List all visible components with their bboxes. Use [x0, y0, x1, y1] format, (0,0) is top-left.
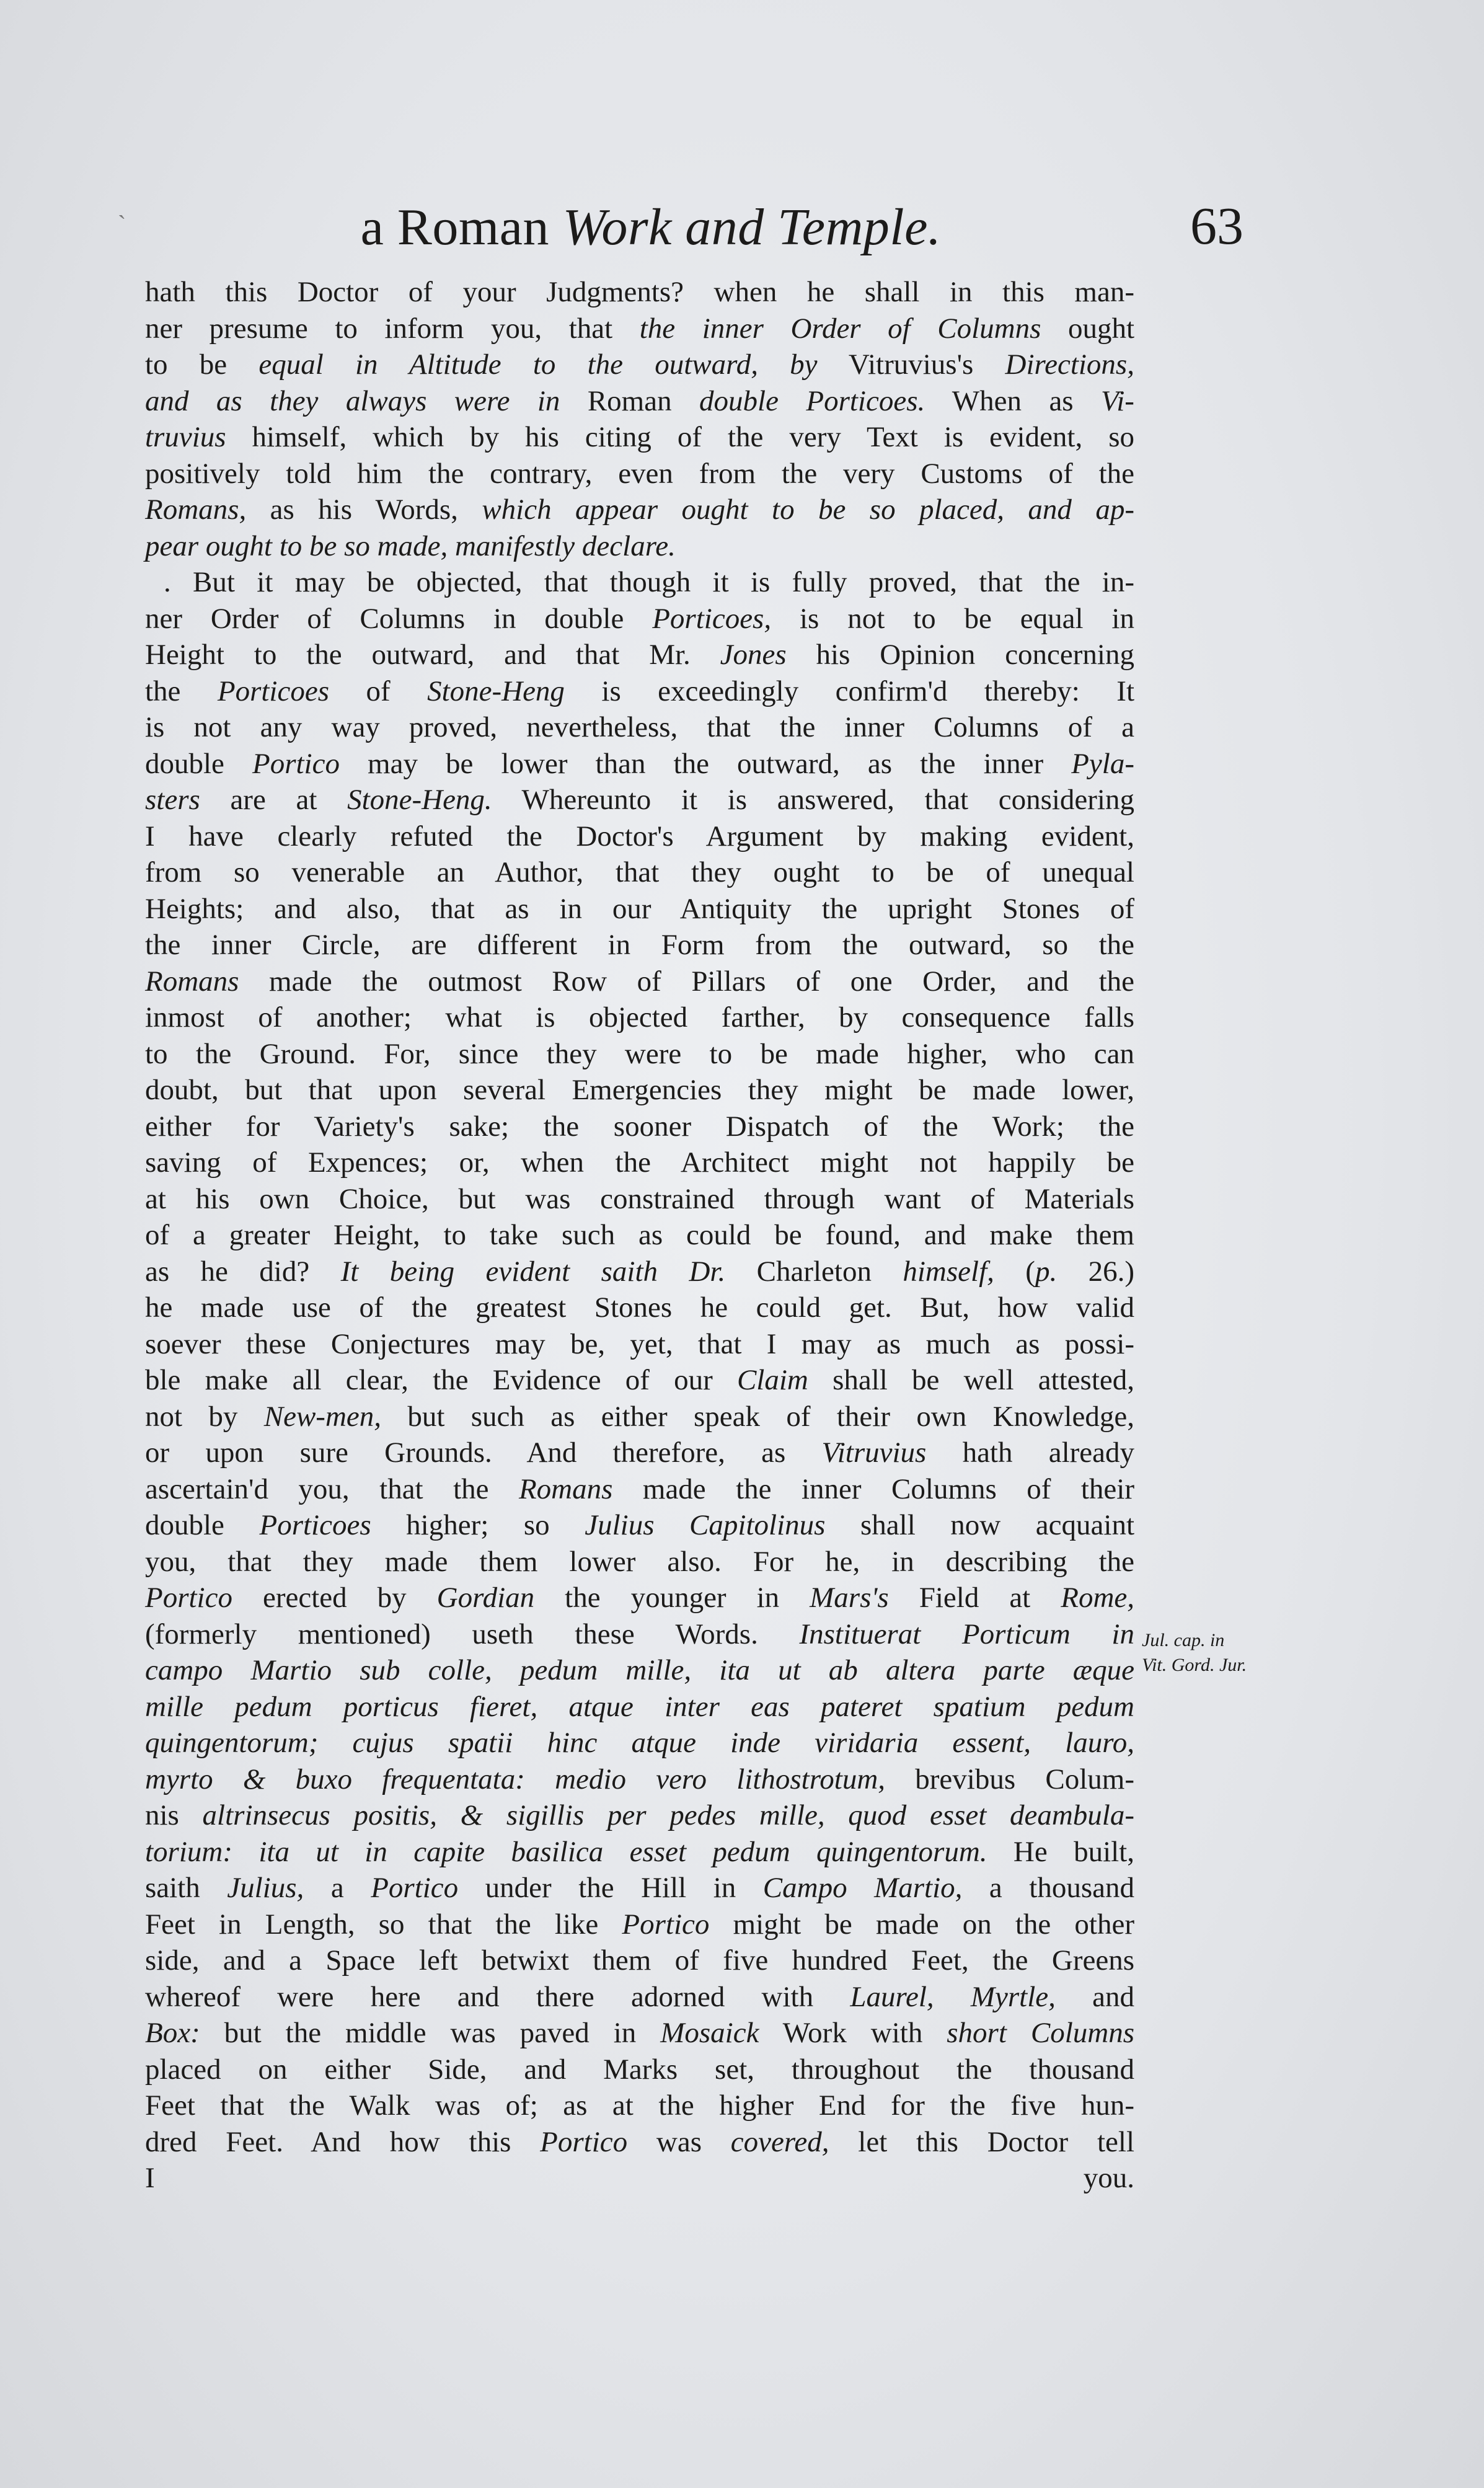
italic-run: It being evident saith Dr.: [340, 1255, 726, 1288]
text-line: Portico erected by Gordian the younger in Mars's Field at Rome,: [145, 1582, 1134, 1614]
text-line: Feet in Length, so that the like Portico might be made on the other: [145, 1908, 1134, 1941]
text-line: he made use of the greatest Stones he could get. But, how valid: [145, 1291, 1134, 1324]
italic-run: quingentorum; cujus spatii hinc atque inde viridaria essent, lauro,: [145, 1727, 1134, 1759]
signature-mark: I: [145, 2162, 155, 2194]
italic-run: Romans: [518, 1472, 613, 1505]
text-line: ascertain'd you, that the Romans made the inner Columns of their: [145, 1472, 1134, 1505]
text-line: positively told him the contrary, even from the very Customs of the: [145, 457, 1134, 490]
italic-run: Mars's: [810, 1582, 889, 1614]
italic-run: Gordian: [436, 1582, 535, 1614]
italic-run: Portico: [540, 2125, 628, 2158]
italic-run: Julius,: [227, 1872, 304, 1904]
italic-run: Porticoes: [217, 675, 330, 707]
text-line: saith Julius, a Portico under the Hill in Campo Martio, a thousand: [145, 1872, 1134, 1904]
italic-run: torium: ita ut in capite basilica esset pedum quingentorum.: [145, 1835, 987, 1868]
text-line: placed on either Side, and Marks set, throughout the thousand: [145, 2053, 1134, 2086]
text-line: Feet that the Walk was of; as at the higher End for the five hun-: [145, 2089, 1134, 2122]
text-line: saving of Expences; or, when the Architect might not happily be: [145, 1146, 1134, 1179]
text-line: side, and a Space left betwixt them of five hundred Feet, the Greens: [145, 1944, 1134, 1977]
text-line: torium: ita ut in capite basilica esset pedum quingentorum. He built,: [145, 1835, 1134, 1868]
text-line: double Porticoes higher; so Julius Capitolinus shall now acquaint: [145, 1509, 1134, 1541]
italic-run: covered,: [730, 2125, 829, 2158]
italic-run: the inner Order of Columns: [639, 312, 1041, 345]
italic-run: Porticoes: [259, 1509, 371, 1541]
italic-run: himself,: [903, 1255, 994, 1288]
marginal-note-line: Jul. cap. in: [1142, 1630, 1225, 1650]
text-line: at his own Choice, but was constrained through want of Materials: [145, 1182, 1134, 1215]
italic-run: double Porticoes.: [699, 384, 925, 417]
italic-run: Instituerat Porticum in: [799, 1618, 1134, 1650]
marginal-note-line: Vit. Gord. Jur.: [1142, 1655, 1247, 1675]
italic-run: New-men,: [263, 1400, 381, 1433]
italic-run: short Columns: [947, 2017, 1134, 2049]
text-line: either for Variety's sake; the sooner Dispatch of the Work; the: [145, 1110, 1134, 1143]
text-line: ner presume to inform you, that the inner Order of Columns ought: [145, 312, 1134, 345]
text-line: inmost of another; what is objected farther, by consequence falls: [145, 1001, 1134, 1034]
text-line: from so venerable an Author, that they ought to be of unequal: [145, 856, 1134, 888]
text-line: Romans made the outmost Row of Pillars of one Order, and the: [145, 965, 1134, 998]
text-line: Height to the outward, and that Mr. Jones his Opinion concerning: [145, 639, 1134, 671]
italic-run: which appear ought to be so placed, and ap-: [482, 494, 1134, 526]
text-line: not by New-men, but such as either speak of their own Knowledge,: [145, 1400, 1135, 1433]
text-line: [145, 1652, 1134, 1689]
text-line: to the Ground. For, since they were to be made higher, who can: [145, 1037, 1134, 1070]
text-line: nis altrinsecus positis, & sigillis per pedes mille, quod esset deambula-: [145, 1799, 1135, 1831]
text-line: double Portico may be lower than the outward, as the inner Pyla-: [145, 747, 1134, 780]
italic-run: Portico: [252, 747, 340, 780]
italic-run: Portico: [371, 1872, 459, 1904]
marginal-note: [1142, 1628, 1297, 1678]
text-line: Heights; and also, that as in our Antiquity the upright Stones of: [145, 892, 1134, 925]
text-line: hath this Doctor of your Judgments? when he shall in this man-: [145, 276, 1134, 308]
italic-run: Pyla-: [1071, 747, 1134, 780]
italic-run: Portico: [622, 1908, 710, 1941]
italic-run: Romans: [145, 965, 239, 998]
text-line: and as they always were in Roman double Porticoes. When as Vi-: [145, 384, 1134, 417]
running-head-italic: Work and Temple.: [562, 198, 942, 256]
italic-run: p.: [1035, 1255, 1058, 1288]
italic-run: Stone-Heng: [427, 675, 565, 707]
text-line: to be equal in Altitude to the outward, by Vitruvius's Directions,: [145, 348, 1134, 381]
italic-run: Laurel, Myrtle,: [850, 1980, 1056, 2013]
italic-run: Vitruvius: [821, 1437, 927, 1469]
text-line: Box: but the middle was paved in Mosaick Work with short Columns: [145, 2017, 1134, 2049]
italic-run: Vi-: [1101, 384, 1134, 417]
text-line: whereof were here and there adorned with Laurel, Myrtle, and: [145, 1980, 1134, 2013]
text-line: [145, 528, 1134, 565]
text-line: (formerly mentioned) useth these Words. Instituerat Porticum in: [145, 1618, 1134, 1650]
text-line: you, that they made them lower also. For he, in describing the: [145, 1545, 1134, 1578]
catchword: you.: [1083, 2162, 1134, 2194]
italic-run: Julius Capitolinus: [585, 1509, 826, 1541]
running-head-roman: a Roman: [360, 198, 550, 256]
italic-run: sters: [145, 784, 200, 816]
text-line: I have clearly refuted the Doctor's Argument by making evident,: [145, 820, 1134, 852]
italic-run: campo Martio sub colle, pedum mille, ita ut ab altera parte æque: [145, 1654, 1134, 1686]
text-line: is not any way proved, nevertheless, that the inner Columns of a: [145, 711, 1134, 743]
italic-run: Porticoes,: [652, 602, 772, 635]
text-line: [145, 1725, 1134, 1761]
italic-run: Campo Martio,: [762, 1872, 963, 1904]
text-line: . But it may be objected, that though it is fully proved, that the in-: [164, 566, 1134, 598]
text-line: doubt, but that upon several Emergencies they might be made lower,: [145, 1074, 1134, 1106]
footer-line: [145, 2160, 1134, 2197]
italic-run: Claim: [736, 1364, 808, 1396]
italic-run: Romans,: [145, 494, 247, 526]
text-line: ble make all clear, the Evidence of our Claim shall be well attested,: [145, 1364, 1134, 1396]
italic-run: Directions,: [1005, 348, 1134, 381]
text-line: or upon sure Grounds. And therefore, as Vitruvius hath already: [145, 1437, 1134, 1469]
text-line: ner Order of Columns in double Porticoes, is not to be equal in: [145, 602, 1134, 635]
italic-run: Jones: [720, 639, 787, 671]
italic-run: Box:: [145, 2017, 200, 2049]
text-line: dred Feet. And how this Portico was covered, let this Doctor tell: [145, 2125, 1134, 2158]
italic-run: Mosaick: [660, 2017, 759, 2049]
text-line: truvius himself, which by his citing of the very Text is evident, so: [145, 421, 1134, 453]
text-line: of a greater Height, to take such as could be found, and make them: [145, 1219, 1134, 1251]
text-line: soever these Conjectures may be, yet, that I may as much as possi-: [145, 1327, 1134, 1360]
italic-run: Stone-Heng.: [347, 784, 492, 816]
margin-tick-mark: `: [118, 210, 126, 238]
text-line: as he did? It being evident saith Dr. Charleton himself, (p. 26.): [145, 1255, 1135, 1288]
text-line: the Porticoes of Stone-Heng is exceedingly confirm'd thereby: It: [145, 675, 1135, 707]
italic-run: truvius: [145, 421, 226, 453]
italic-run: myrto & buxo frequentata: medio vero lithostrotum,: [145, 1763, 886, 1795]
italic-run: and as they always were in: [145, 384, 560, 417]
italic-run: Rome,: [1061, 1582, 1134, 1614]
page-number: 63: [1190, 196, 1243, 255]
text-line: Romans, as his Words, which appear ought to be so placed, and ap-: [145, 494, 1134, 526]
text-line: sters are at Stone-Heng. Whereunto it is answered, that considering: [145, 784, 1134, 816]
running-head: [0, 197, 1302, 257]
italic-run: altrinsecus positis, & sigillis per pedes mille, quod esset deambula-: [202, 1799, 1135, 1831]
italic-run: equal in Altitude to the outward, by: [258, 348, 818, 381]
text-line: myrto & buxo frequentata: medio vero lithostrotum, brevibus Colum-: [145, 1763, 1134, 1795]
italic-run: Portico: [145, 1582, 232, 1614]
italic-run: mille pedum porticus fieret, atque inter eas pateret spatium pedum: [145, 1690, 1134, 1723]
italic-run: pear ought to be so made, manifestly declare.: [145, 529, 676, 562]
text-line: the inner Circle, are different in Form from the outward, so the: [145, 929, 1134, 961]
text-line: [145, 1689, 1134, 1725]
body-text: [145, 274, 1134, 2197]
